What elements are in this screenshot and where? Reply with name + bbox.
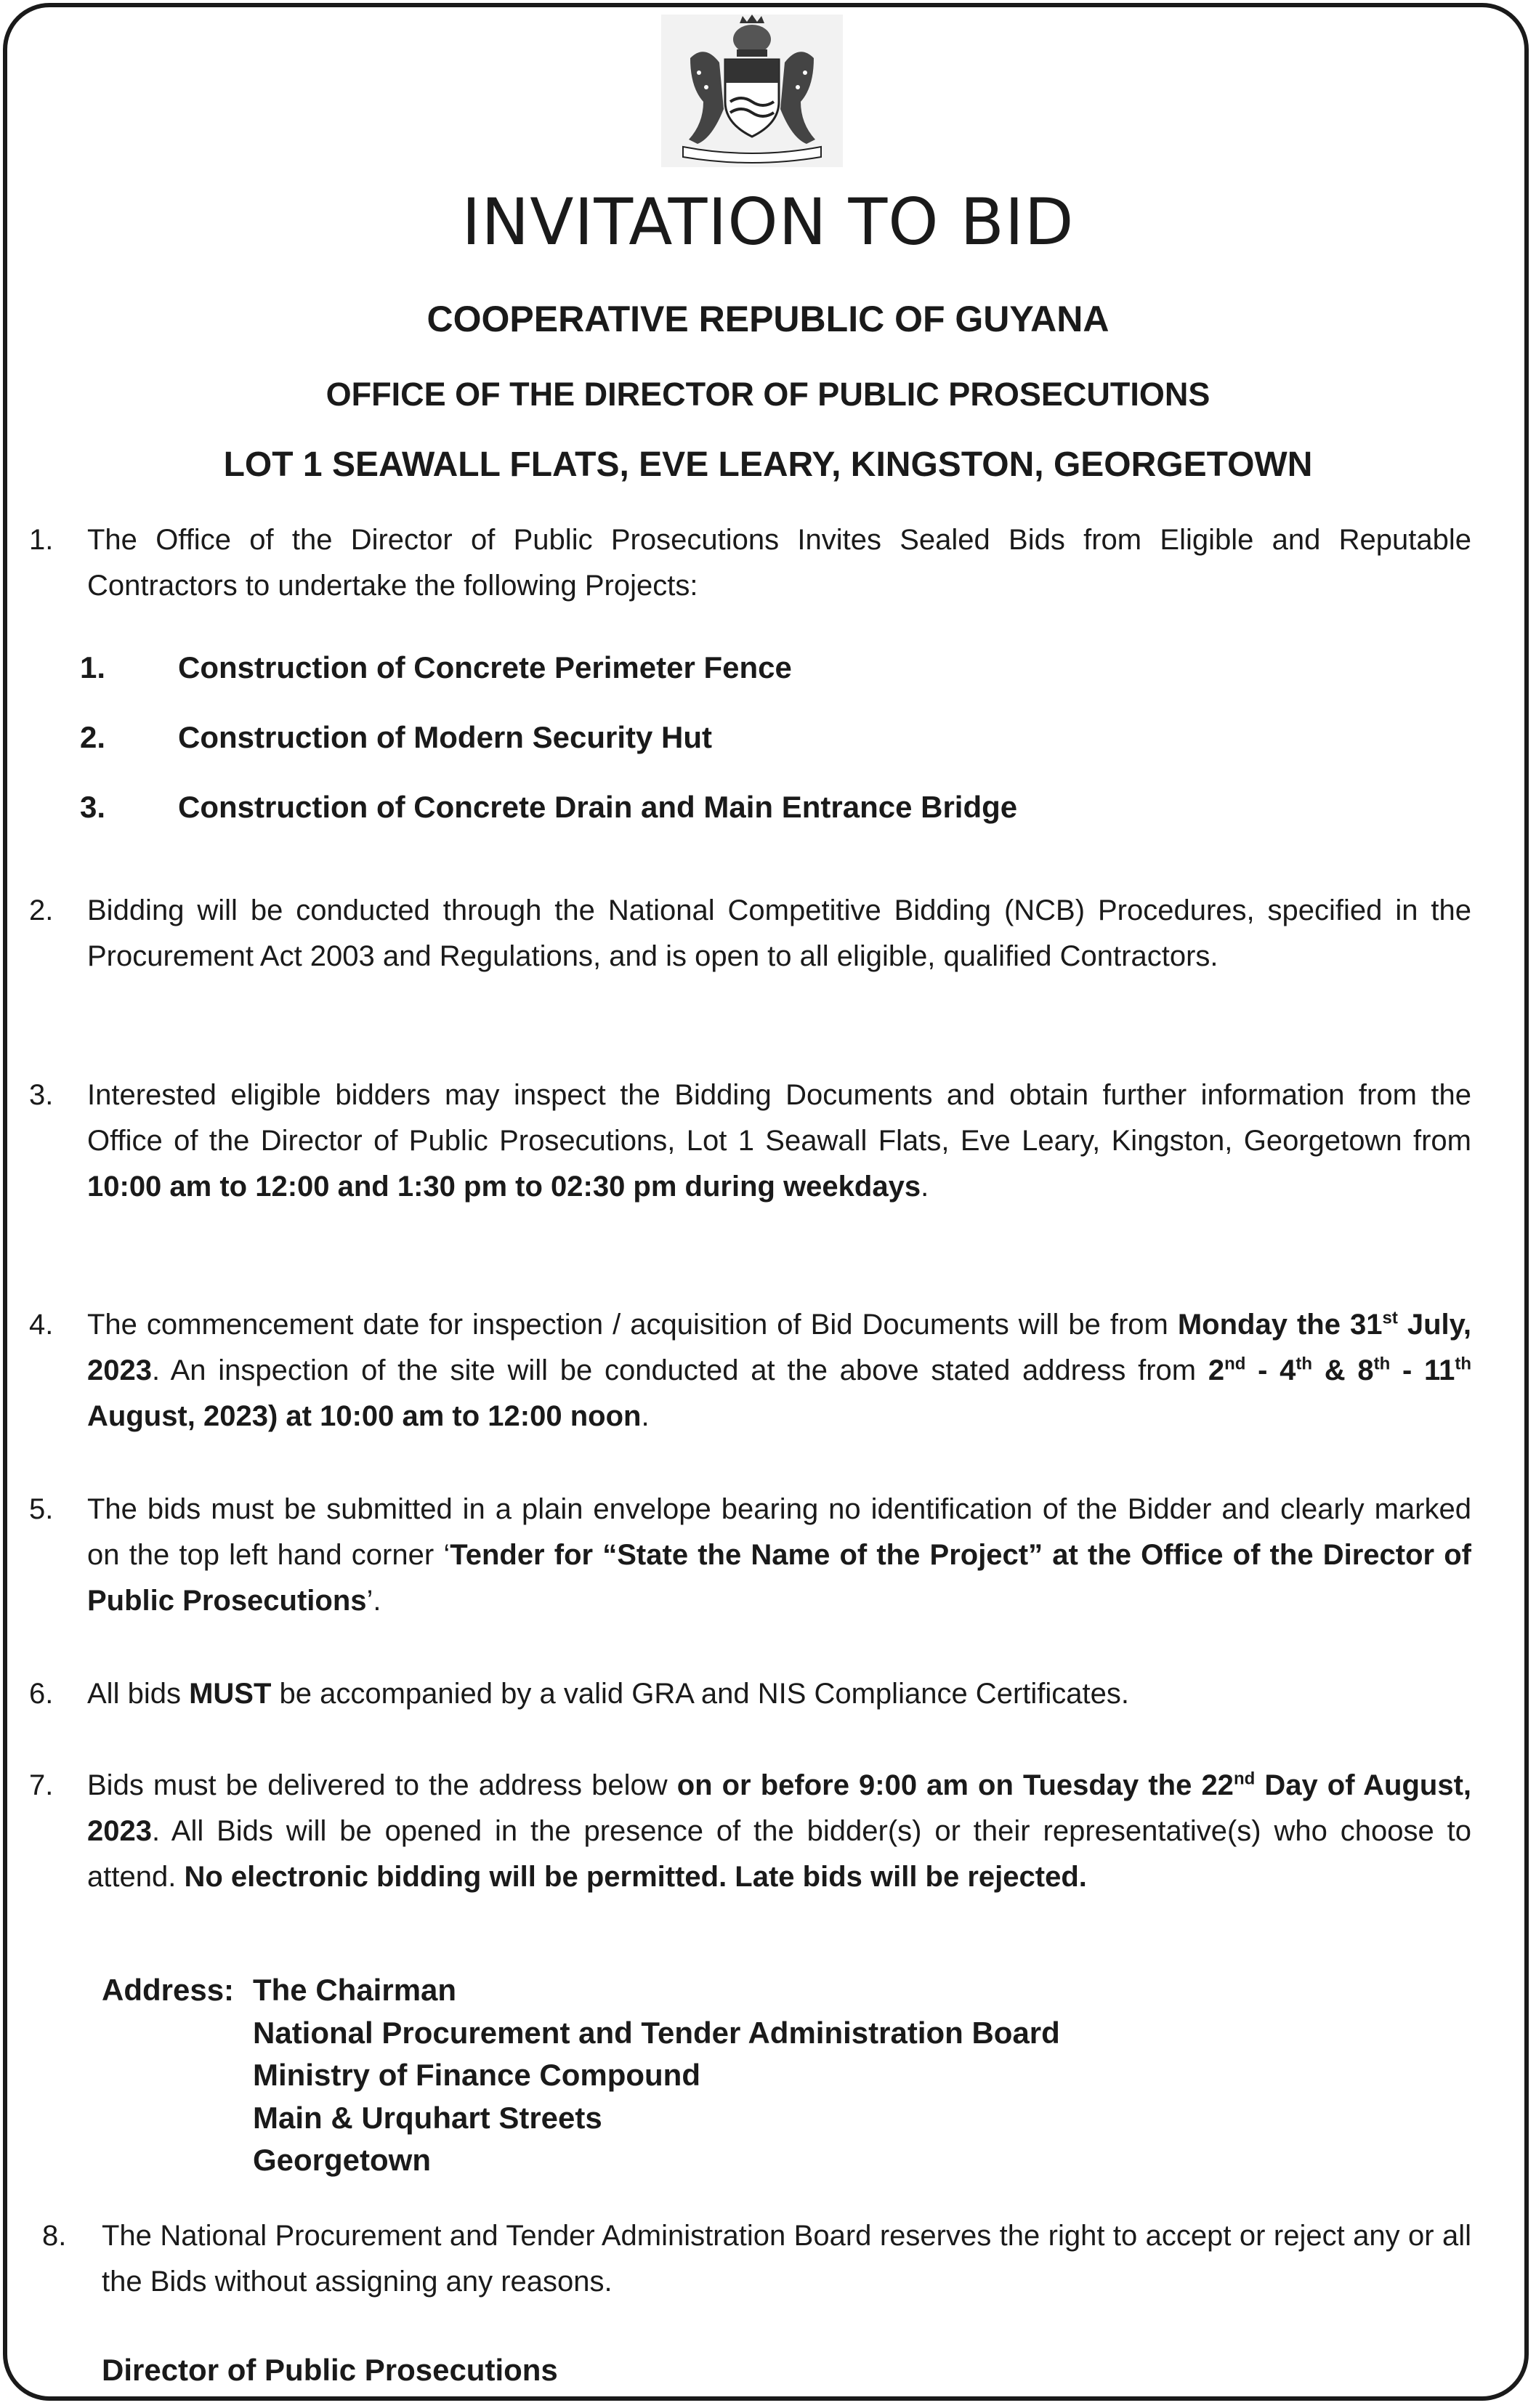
project-2: Construction of Modern Security Hut [178, 720, 712, 754]
p4-d3: & 8 [1312, 1354, 1374, 1386]
address-line: Georgetown [253, 2143, 432, 2177]
p7-warning: No electronic bidding will be permitted. Late bids will be rejected. [184, 1861, 1087, 1893]
p6-text-a: All bids [87, 1678, 190, 1710]
address-line: Ministry of Finance Compound [253, 2058, 700, 2092]
address-line: Main & Urquhart Streets [253, 2100, 602, 2135]
item-number-4: 4. [29, 1309, 54, 1341]
paragraph-4 [87, 1302, 1471, 1439]
p4-sup-5: th [1455, 1354, 1471, 1374]
project-3: Construction of Concrete Drain and Main Entrance Bridge [178, 790, 1018, 824]
p5-tender-label: Tender for “State the Name of the Project” at the Office of the Director of Public Prosecutions [87, 1539, 1471, 1617]
p4-text-e: . [641, 1400, 650, 1432]
p5-text-a: The bids must be submitted in a plain envelope bearing no identification of the Bidder and clearly marked on the top left hand corner ‘ [87, 1493, 1471, 1571]
paragraph-1: The Office of the Director of Public Prosecutions Invites Sealed Bids from Eligible and Reputable Contractors to undertake the following Projects: [87, 524, 1471, 602]
item-number-6: 6. [29, 1678, 54, 1710]
p7-deadline-b: Day of August, 2023 [87, 1769, 1472, 1847]
p5-text-c: ’. [366, 1585, 381, 1617]
paragraph-8: The National Procurement and Tender Administration Board reserves the right to accept or reject any or all the Bids without assigning any reasons. [102, 2220, 1471, 2298]
office-heading: OFFICE OF THE DIRECTOR OF PUBLIC PROSECUTIONS [326, 376, 1210, 413]
p7-text-c: . All Bids will be opened in the presence of the bidder(s) or their representative(s) who choose to attend. [87, 1815, 1471, 1893]
p4-text-a: The commencement date for inspection / acquisition of Bid Documents will be from [87, 1309, 1178, 1341]
item-number-3: 3. [29, 1079, 54, 1111]
p3-hours: 10:00 am to 12:00 and 1:30 pm to 02:30 pm during weekdays [87, 1171, 921, 1203]
coat-of-arms-emblem [661, 15, 843, 167]
p6-text-c: be accompanied by a valid GRA and NIS Compliance Certificates. [271, 1678, 1129, 1710]
project-number-2: 2. [80, 720, 106, 754]
item-number-5: 5. [29, 1493, 54, 1525]
p3-text-a: Interested eligible bidders may inspect the Bidding Documents and obtain further information from the Office of the Director of Public Prosecutions, Lot 1 Seawall Flats, Eve Leary, Kingston, Georgetown from [87, 1079, 1471, 1157]
p4-d5: August, 2023) at 10:00 am to 12:00 noon [87, 1400, 642, 1432]
project-number-3: 3. [80, 790, 106, 824]
paragraph-5 [87, 1487, 1471, 1624]
address-line: National Procurement and Tender Administration Board [253, 2015, 1060, 2050]
address-label: Address: [102, 1973, 235, 2007]
coat-of-arms-icon [661, 15, 843, 167]
country-heading: COOPERATIVE REPUBLIC OF GUYANA [427, 299, 1109, 339]
p3-text-c: . [921, 1171, 929, 1203]
item-number-2: 2. [29, 894, 54, 926]
paragraph-3 [87, 1072, 1471, 1210]
p4-sup-3: th [1296, 1354, 1313, 1374]
p4-sup-4: th [1373, 1354, 1391, 1374]
p7-sup-1: nd [1233, 1769, 1256, 1789]
signature: Director of Public Prosecutions [102, 2353, 558, 2387]
paragraph-2: Bidding will be conducted through the National Competitive Bidding (NCB) Procedures, specified in the Procurement Act 2003 and Regulations, and is open to all eligible, qualified Contractors. [87, 894, 1471, 972]
p4-d1: 2 [1208, 1354, 1225, 1386]
item-number-1: 1. [29, 524, 54, 556]
p7-text-a: Bids must be delivered to the address below [87, 1769, 677, 1801]
address-line: The Chairman [253, 1973, 457, 2007]
project-number-1: 1. [80, 650, 106, 684]
p4-sup-1: st [1382, 1308, 1398, 1328]
paragraph-6 [87, 1671, 1471, 1717]
p4-date-a: Monday the 31 [1177, 1309, 1383, 1341]
item-number-8: 8. [42, 2220, 67, 2252]
p4-d4: - 11 [1390, 1354, 1455, 1386]
address-heading: LOT 1 SEAWALL FLATS, EVE LEARY, KINGSTON, GEORGETOWN [223, 445, 1313, 484]
p4-d2: - 4 [1245, 1354, 1296, 1386]
p4-date-b: July, 2023 [87, 1309, 1472, 1386]
project-1: Construction of Concrete Perimeter Fence [178, 650, 792, 684]
p4-sup-2: nd [1224, 1354, 1246, 1374]
paragraph-7 [87, 1763, 1471, 1900]
address-block [253, 1969, 1060, 2182]
p4-text-c: . An inspection of the site will be conducted at the above stated address from [151, 1354, 1208, 1386]
p6-must: MUST [189, 1678, 272, 1710]
item-number-7: 7. [29, 1769, 54, 1801]
p7-deadline-a: on or before 9:00 am on Tuesday the 22 [676, 1769, 1234, 1801]
document-title: INVITATION TO BID [461, 185, 1075, 259]
